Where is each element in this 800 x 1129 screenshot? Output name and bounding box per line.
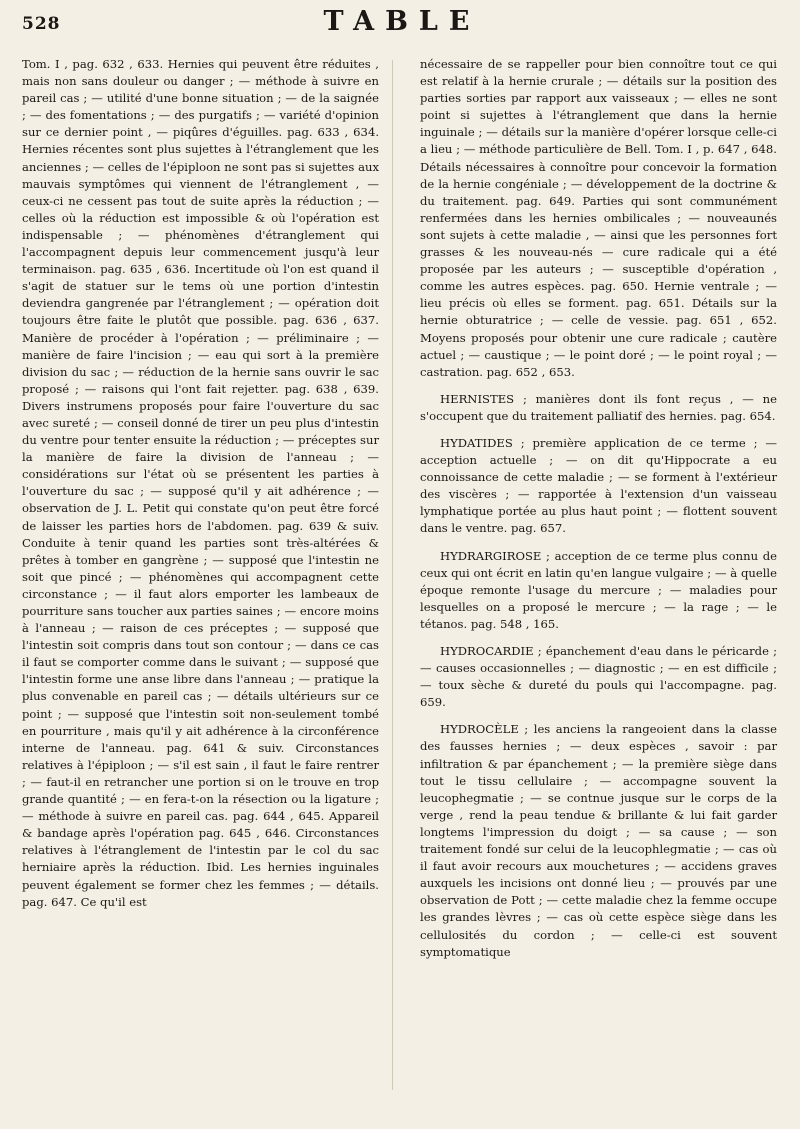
running-head: TABLE [323, 6, 481, 37]
entry-hydatides: HYDATIDES ; première application de ce terme ; — acception actuelle ; — on dit qu'Hippocrate a eu connoissance de cette maladie ; — se forment à l'extérieur des viscères ; — rapportée à l'extension d'un vaisseau lymphatique portée au plus haut point ; — flottent souvent dans le ventre. pag. 657. [420, 435, 777, 536]
entry-hydrocele: HYDROCÈLE ; les anciens la rangeoient dans la classe des fausses hernies ; — deux espèces , savoir : par infiltration & par épanchement ; — la première siège dans tout le tissu cellulaire ; — accompagne souvent la leucophegmatie ; — se contnue jusque sur le corps de la verge , rend la peau tendue & brillante & lui fait garder longtems l'impression du doigt ; — sa cause ; — son traitement fondé sur celui de la leucophlegmatie ; — cas où il faut avoir recours aux mouchetures ; — accidens graves auxquels les incisions ont donné lieu ; — prouvés par une observation de Pott ; — cette maladie chez la femme occupe les grandes lèvres ; — cas où cette espèce siège dans les cellulosités du cordon ; — celle-ci est souvent symptomatique [420, 722, 777, 959]
column-divider [392, 60, 393, 1090]
entry-hydrargirose: HYDRARGIROSE ; acception de ce terme plus connu de ceux qui ont écrit en latin qu'en langue vulgaire ; — à quelle époque remonte l'usage du mercure ; — maladies pour lesquelles on a proposé le mercure ; — la rage ; — le tétanos. pag. 548 , 165. [420, 548, 777, 631]
right-column [420, 56, 777, 961]
page-header [22, 6, 782, 40]
right-paragraph-hernie-continued: nécessaire de se rappeller pour bien connoître tout ce qui est relatif à la hernie crurale ; — détails sur la position des parties sorties par rapport aux vaisseaux ; — elles ne sont point si sujettes à l'étranglement que dans la hernie inguinale ; — détails sur la manière d'opérer lorsque celle-ci a lieu ; — méthode particulière de Bell. Tom. I , p. 647 , 648. Détails nécessaires à connoître pour concevoir la formation de la hernie congéniale ; — développement de la doctrine & du traitement. pag. 649. Parties qui sont communément renfermées dans les hernies ombilicales ; — nouveaunés sont sujets à cette maladie , — ainsi que les personnes fort grasses & les nouveau-nés — cure radicale qui a été proposée par les auteurs ; — susceptible d'opération , comme les autres espèces. pag. 650. Hernie ventrale ; — lieu précis où elles se forment. pag. 651. Détails sur la hernie obturatrice ; — celle de vessie. pag. 651 , 652. Moyens proposés pour obtenir une cure radicale ; cautère actuel ; — caustique ; — le point doré ; — le point royal ; — castration. pag. 652 , 653. [420, 57, 777, 379]
left-paragraph: Tom. I , pag. 632 , 633. Hernies qui peuvent être réduites , mais non sans douleur ou danger ; — méthode à suivre en pareil cas ; — utilité d'une bonne situation ; — de la saignée ; — des fomentations ; — des purgatifs ; — variété d'opinion sur ce dernier point , — piqûres d'éguilles. pag. 633 , 634. Hernies récentes sont plus sujettes à l'étranglement que les anciennes ; — celles de l'épiploon ne sont pas si sujettes aux mauvais symptômes qui viennent de l'étranglement , — ceux-ci ne cessent pas tout de suite après la réduction ; — celles où la réduction est impossible & où l'opération est indispensable ; — phénomènes d'étranglement qui l'accompagnent depuis leur commencement jusqu'à leur terminaison. pag. 635 , 636. Incertitude où l'on est quand il s'agit de statuer sur le tems où une portion d'intestin deviendra gangrenée par l'étranglement ; — opération doit toujours être faite le plutôt que possible. pag. 636 , 637. Manière de procéder à l'opération ; — préliminaire ; — manière de faire l'incision ; — eau qui sort à la première division du sac ; — réduction de la hernie sans ouvrir le sac proposé ; — raisons qui l'ont fait rejetter. pag. 638 , 639. Divers instrumens proposés pour faire l'ouverture du sac avec sureté ; — conseil donné de tirer un peu plus d'intestin du ventre pour tenter ensuite la réduction ; — préceptes sur la manière de faire la division de l'anneau ; — considérations sur l'état où se présentent les parties à l'ouverture du sac ; — supposé qu'il y ait adhérence ; — observation de J. L. Petit qui constate qu'on peut être forcé de laisser les parties hors de l'abdomen. pag. 639 & suiv. Conduite à tenir quand les parties sont très-altérées & prêtes à tomber en gangrène ; — supposé que l'intestin ne soit que pincé ; — phénomènes qui accompagnent cette circonstance ; — il faut alors emporter les lambeaux de pourriture sans toucher aux parties saines ; — encore moins à l'anneau ; — raison de ces préceptes ; — supposé que l'intestin soit compris dans tout son contour ; — dans ce cas il faut se comporter comme dans le suivant ; — supposé que l'intestin forme une anse libre dans l'anneau ; — pratique la plus convenable en pareil cas ; — détails ultérieurs sur ce point ; — supposé que l'intestin soit non-seulement tombé en pourriture , mais qu'il y ait adhérence à la circonférence interne de l'anneau. pag. 641 & suiv. Circonstances relatives à l'épiploon ; — s'il est sain , il faut le faire rentrer ; — faut-il en retrancher une portion si on le trouve en trop grande quantité ; — en fera-t-on la résection ou la ligature ; — méthode à suivre en pareil cas. pag. 644 , 645. Appareil & bandage après l'opération pag. 645 , 646. Circonstances relatives à l'étranglement de l'intestin par le col du sac herniaire après la réduction. Ibid. Les hernies inguinales peuvent également se former chez les femmes ; — détails. pag. 647. Ce qu'il est [22, 57, 379, 909]
entry-hernistes: HERNISTES ; manières dont ils font reçus , — ne s'occupent que du traitement palliatif des hernies. pag. 654. [420, 391, 777, 423]
entry-hydrocardie: HYDROCARDIE ; épanchement d'eau dans le péricarde ; — causes occasionnelles ; — diagnostic ; — en est difficile ; — toux sèche & dureté du pouls qui l'accompagne. pag. 659. [420, 644, 777, 710]
page-number: 528 [22, 14, 61, 34]
left-column [22, 56, 379, 911]
